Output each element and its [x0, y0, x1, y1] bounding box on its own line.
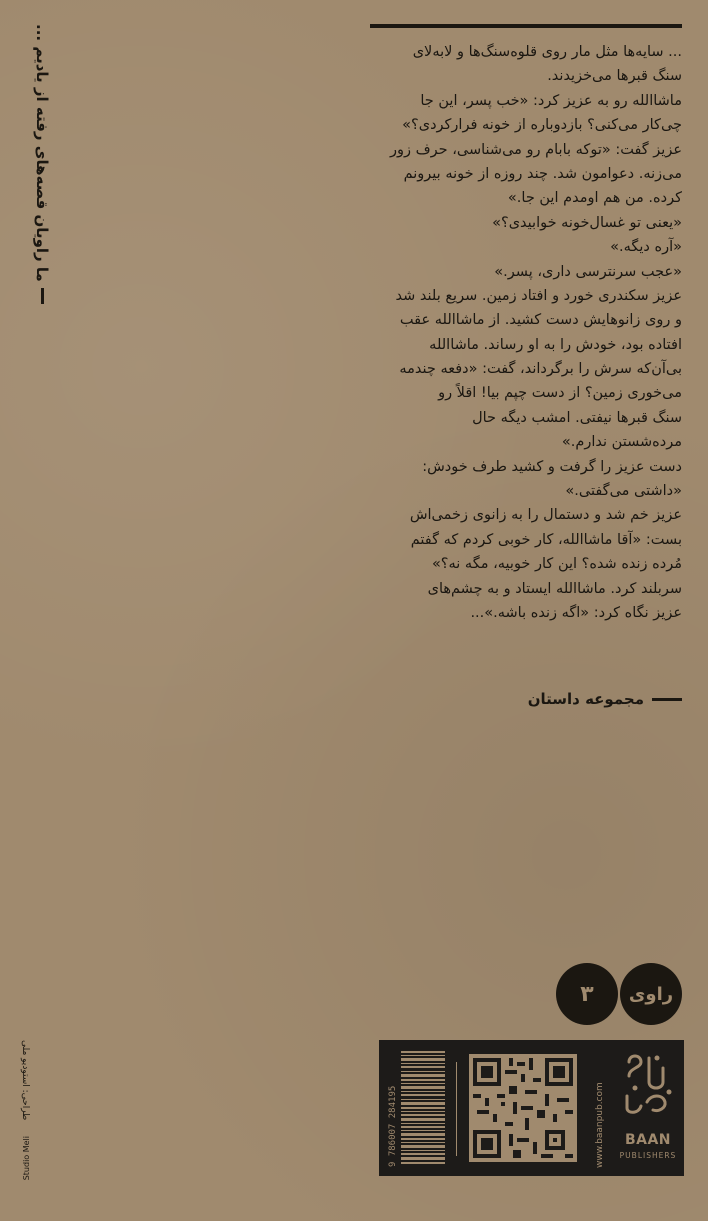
collection-text: مجموعه داستان	[527, 690, 644, 708]
studio-credit: Studio Meli	[22, 1136, 31, 1181]
series-label: راوی	[628, 983, 674, 1005]
publisher-url[interactable]: www.baanpub.com	[595, 1082, 605, 1168]
excerpt-line: می‌خوری زمین؟ از دست چپم بیا! اقلاً رو	[438, 385, 682, 402]
publisher-logo-icon	[619, 1052, 675, 1118]
excerpt-line: بست: «آقا ماشاالله، کار خوبی کردم که گفتم	[410, 531, 682, 548]
excerpt-line: ماشاالله رو به عزیز کرد: «خب پسر، این جا	[420, 92, 682, 109]
qr-code[interactable]	[469, 1054, 577, 1162]
excerpt-line: سنگ قبرها می‌خزیدند.	[547, 68, 682, 85]
excerpt-line: دست عزیز را گرفت و کشید طرف خودش:	[422, 458, 682, 475]
publisher-brand-sub: PUBLISHERS	[619, 1151, 677, 1160]
excerpt-line: عزیز نگاه کرد: «اگه زنده باشه.»...	[470, 604, 682, 621]
excerpt-line: می‌زنه. دعوامون شد. چند روزه از خونه بیرونم	[403, 165, 682, 182]
excerpt-line: سربلند کرد. ماشاالله ایستاد و به چشم‌های	[427, 580, 682, 597]
excerpt-line: «داشتی می‌گفتی.»	[565, 483, 682, 500]
excerpt-line: عزیز گفت: «توکه بابام رو می‌شناسی، حرف زور	[390, 141, 682, 158]
excerpt-line: چی‌کار می‌کنی؟ بازدوباره از خونه فرارکردی؟»	[402, 117, 682, 134]
excerpt-line: و روی زانوهایش دست کشید. از ماشاالله عقب	[399, 312, 682, 329]
isbn-barcode	[387, 1049, 445, 1167]
collection-dash	[652, 698, 682, 701]
excerpt-line: ... سایه‌ها مثل مار روی قلوه‌سنگ‌ها و لابه‌لای	[412, 44, 682, 60]
collection-label	[528, 690, 682, 708]
series-number: ۳	[580, 981, 594, 1007]
story-excerpt	[360, 40, 682, 625]
excerpt-line: «عجب سرنترسی داری، پسر.»	[494, 263, 682, 280]
excerpt-line: مرده‌شستن ندارم.»	[561, 434, 682, 451]
qr-code-graphic	[469, 1054, 577, 1162]
series-badge	[620, 963, 682, 1025]
spine-tagline	[32, 24, 52, 304]
logo-mark	[619, 1052, 675, 1118]
excerpt-line: «آره دیگه.»	[610, 239, 682, 256]
excerpt-line: کرده. من هم اومدم این جا.»	[507, 190, 682, 207]
tagline-dash	[41, 288, 44, 304]
panel-divider	[456, 1062, 457, 1156]
barcode-digits: 9 786007 284195	[388, 1085, 398, 1167]
excerpt-line: عزیز سکندری خورد و افتاد زمین. سریع بلند شد	[395, 287, 682, 304]
publisher-brand: BAAN	[624, 1132, 672, 1148]
excerpt-line: عزیز خم شد و دستمال را به زانوی زخمی‌اش	[409, 507, 682, 524]
top-rule	[370, 24, 682, 28]
excerpt-line: سنگ قبرها نیفتی. امشب دیگه حال	[472, 409, 682, 426]
series-number-badge	[556, 963, 618, 1025]
excerpt-line: بی‌آن‌که سرش را برگرداند، گفت: «دفعه چندمه	[399, 361, 682, 378]
publisher-panel	[379, 1040, 684, 1176]
designer-credit: طراحی: استودیو ملی	[20, 1040, 30, 1121]
excerpt-line: مُرده زنده شده؟ این کار خوبیه، مگه نه؟»	[431, 556, 682, 573]
tagline-text: ما راویان قصه‌های رفته از یادیم ...	[33, 24, 51, 282]
excerpt-line: «یعنی تو غسال‌خونه خوابیدی؟»	[492, 214, 682, 231]
excerpt-line: افتاده بود، خودش را به او رساند. ماشاالله	[429, 336, 682, 353]
